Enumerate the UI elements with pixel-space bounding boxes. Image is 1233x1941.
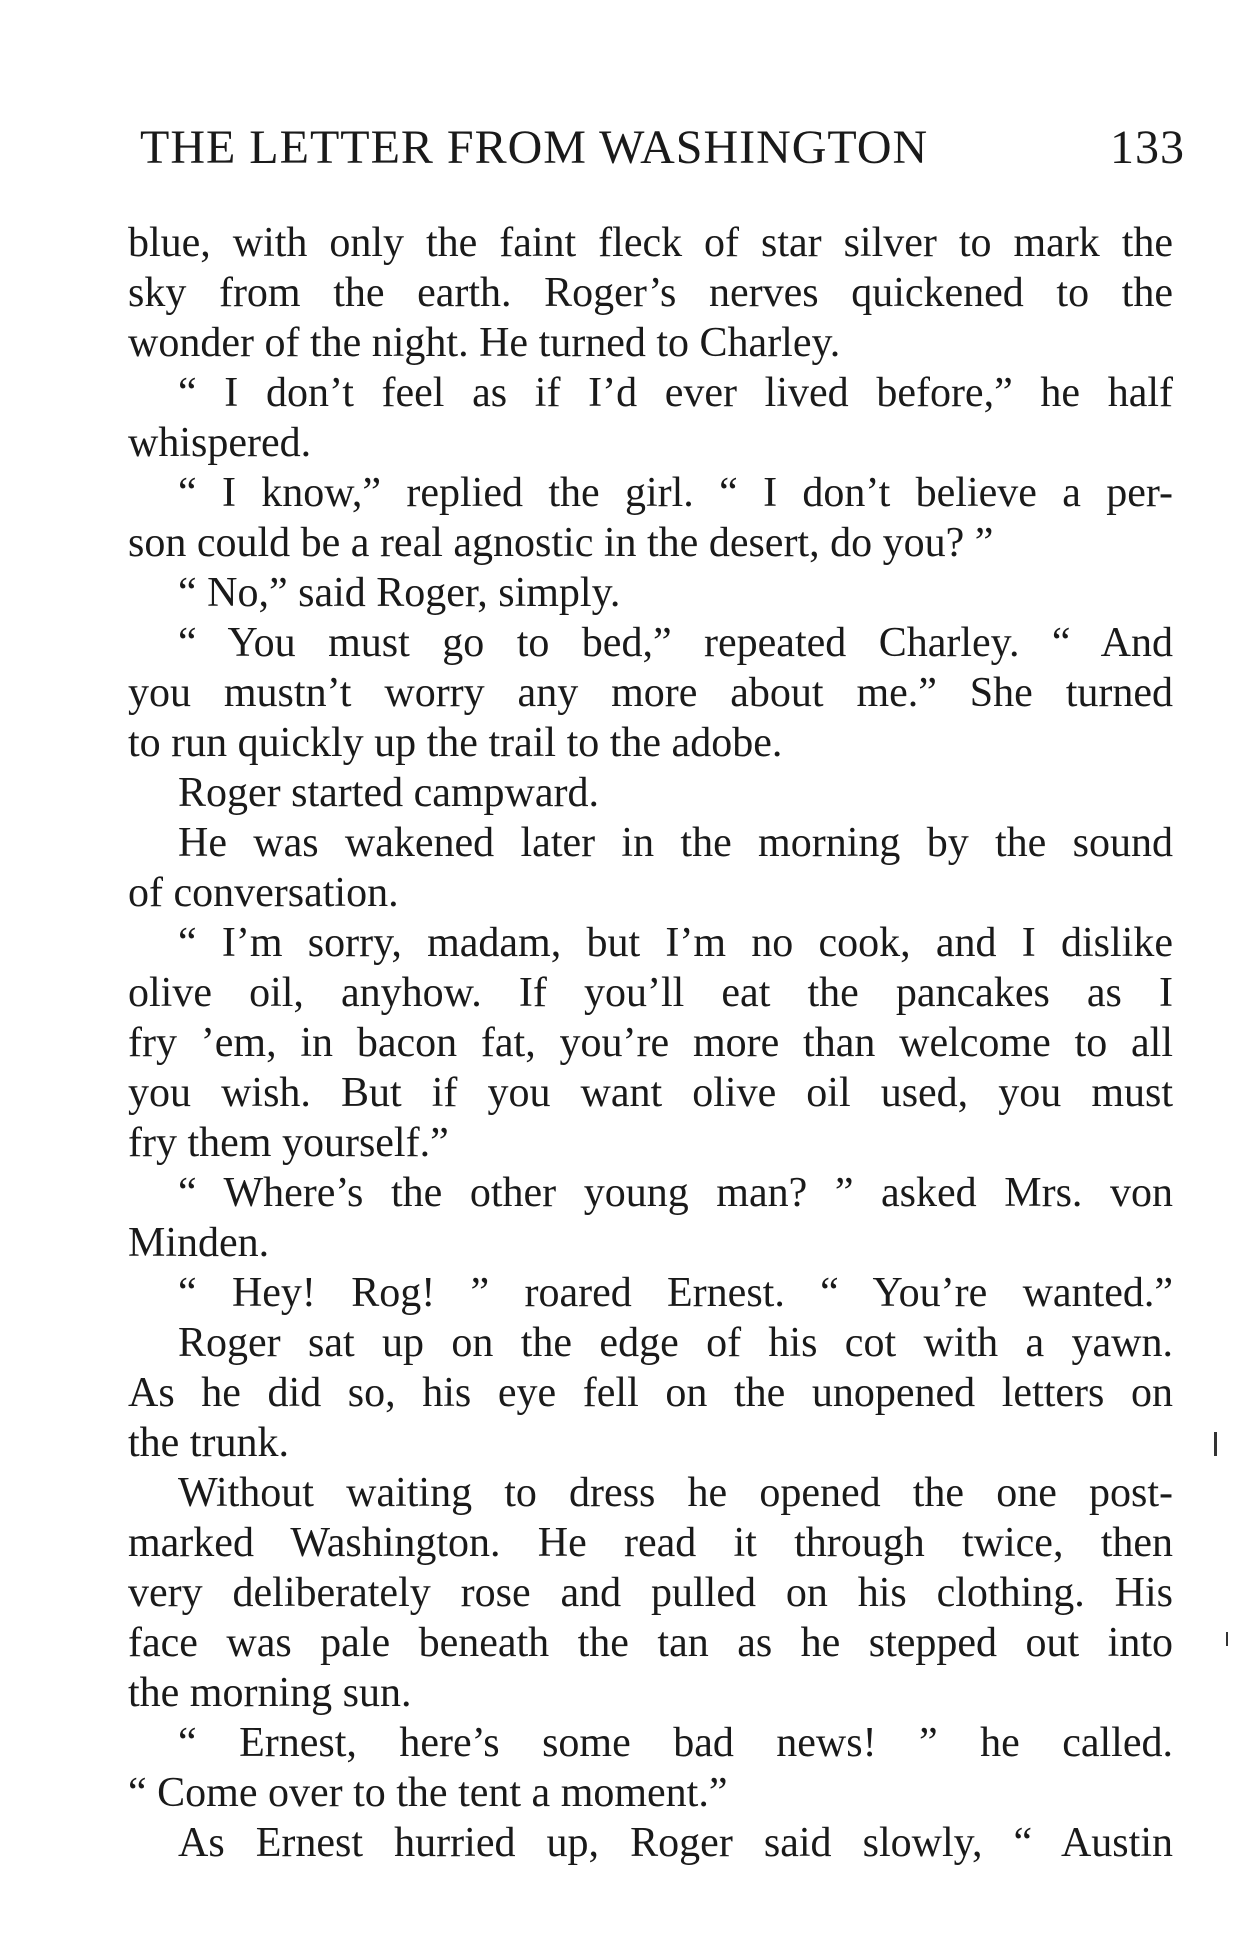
text-line: “ Hey! Rog! ” roared Ernest. “ You’re wanted.” — [178, 1270, 1173, 1316]
text-line: He was wakened later in the morning by the sound — [178, 820, 1173, 866]
text-line: “ You must go to bed,” repeated Charley. “ And — [178, 620, 1173, 666]
text-line: “ No,” said Roger, simply. — [178, 570, 621, 616]
text-line: “ I don’t feel as if I’d ever lived before,” he half — [178, 370, 1173, 416]
text-line: “ Where’s the other young man? ” asked Mrs. von — [178, 1170, 1173, 1216]
margin-mark — [1214, 1432, 1217, 1456]
text-line: marked Washington. He read it through twice, then — [128, 1520, 1173, 1566]
text-line: “ I know,” replied the girl. “ I don’t believe a per- — [178, 470, 1173, 516]
text-line: As Ernest hurried up, Roger said slowly, “ Austin — [178, 1820, 1173, 1866]
page-number: 133 — [1110, 121, 1185, 174]
margin-mark — [1226, 1632, 1228, 1646]
text-line: Roger sat up on the edge of his cot with a yawn. — [178, 1320, 1173, 1366]
text-line: “ I’m sorry, madam, but I’m no cook, and I dislike — [178, 920, 1173, 966]
text-line: Minden. — [128, 1220, 270, 1266]
text-line: fry ’em, in bacon fat, you’re more than welcome to all — [128, 1020, 1173, 1066]
text-line: to run quickly up the trail to the adobe. — [128, 720, 783, 766]
page-body-text — [128, 218, 1173, 1868]
text-line: sky from the earth. Roger’s nerves quickened to the — [128, 270, 1173, 316]
text-line: Roger started campward. — [178, 770, 600, 816]
chapter-title: THE LETTER FROM WASHINGTON — [140, 121, 929, 174]
text-line: fry them yourself.” — [128, 1120, 449, 1166]
text-line: very deliberately rose and pulled on his clothing. His — [128, 1570, 1173, 1616]
text-line: you mustn’t worry any more about me.” She turned — [128, 670, 1173, 716]
text-line: wonder of the night. He turned to Charley. — [128, 320, 841, 366]
text-line: face was pale beneath the tan as he stepped out into — [128, 1620, 1173, 1666]
text-line: olive oil, anyhow. If you’ll eat the pancakes as I — [128, 970, 1173, 1016]
text-line: the trunk. — [128, 1420, 289, 1466]
text-line: As he did so, his eye fell on the unopened letters on — [128, 1370, 1173, 1416]
text-line: you wish. But if you want olive oil used, you must — [128, 1070, 1173, 1116]
running-header — [140, 118, 1185, 178]
text-line: Without waiting to dress he opened the one post- — [178, 1470, 1173, 1516]
text-line: blue, with only the faint fleck of star silver to mark the — [128, 220, 1173, 266]
text-line: “ Ernest, here’s some bad news! ” he called. — [178, 1720, 1173, 1766]
text-line: of conversation. — [128, 870, 399, 916]
text-line: whispered. — [128, 420, 312, 466]
text-line: the morning sun. — [128, 1670, 412, 1716]
text-line: son could be a real agnostic in the desert, do you? ” — [128, 520, 994, 566]
text-line: “ Come over to the tent a moment.” — [128, 1770, 728, 1816]
